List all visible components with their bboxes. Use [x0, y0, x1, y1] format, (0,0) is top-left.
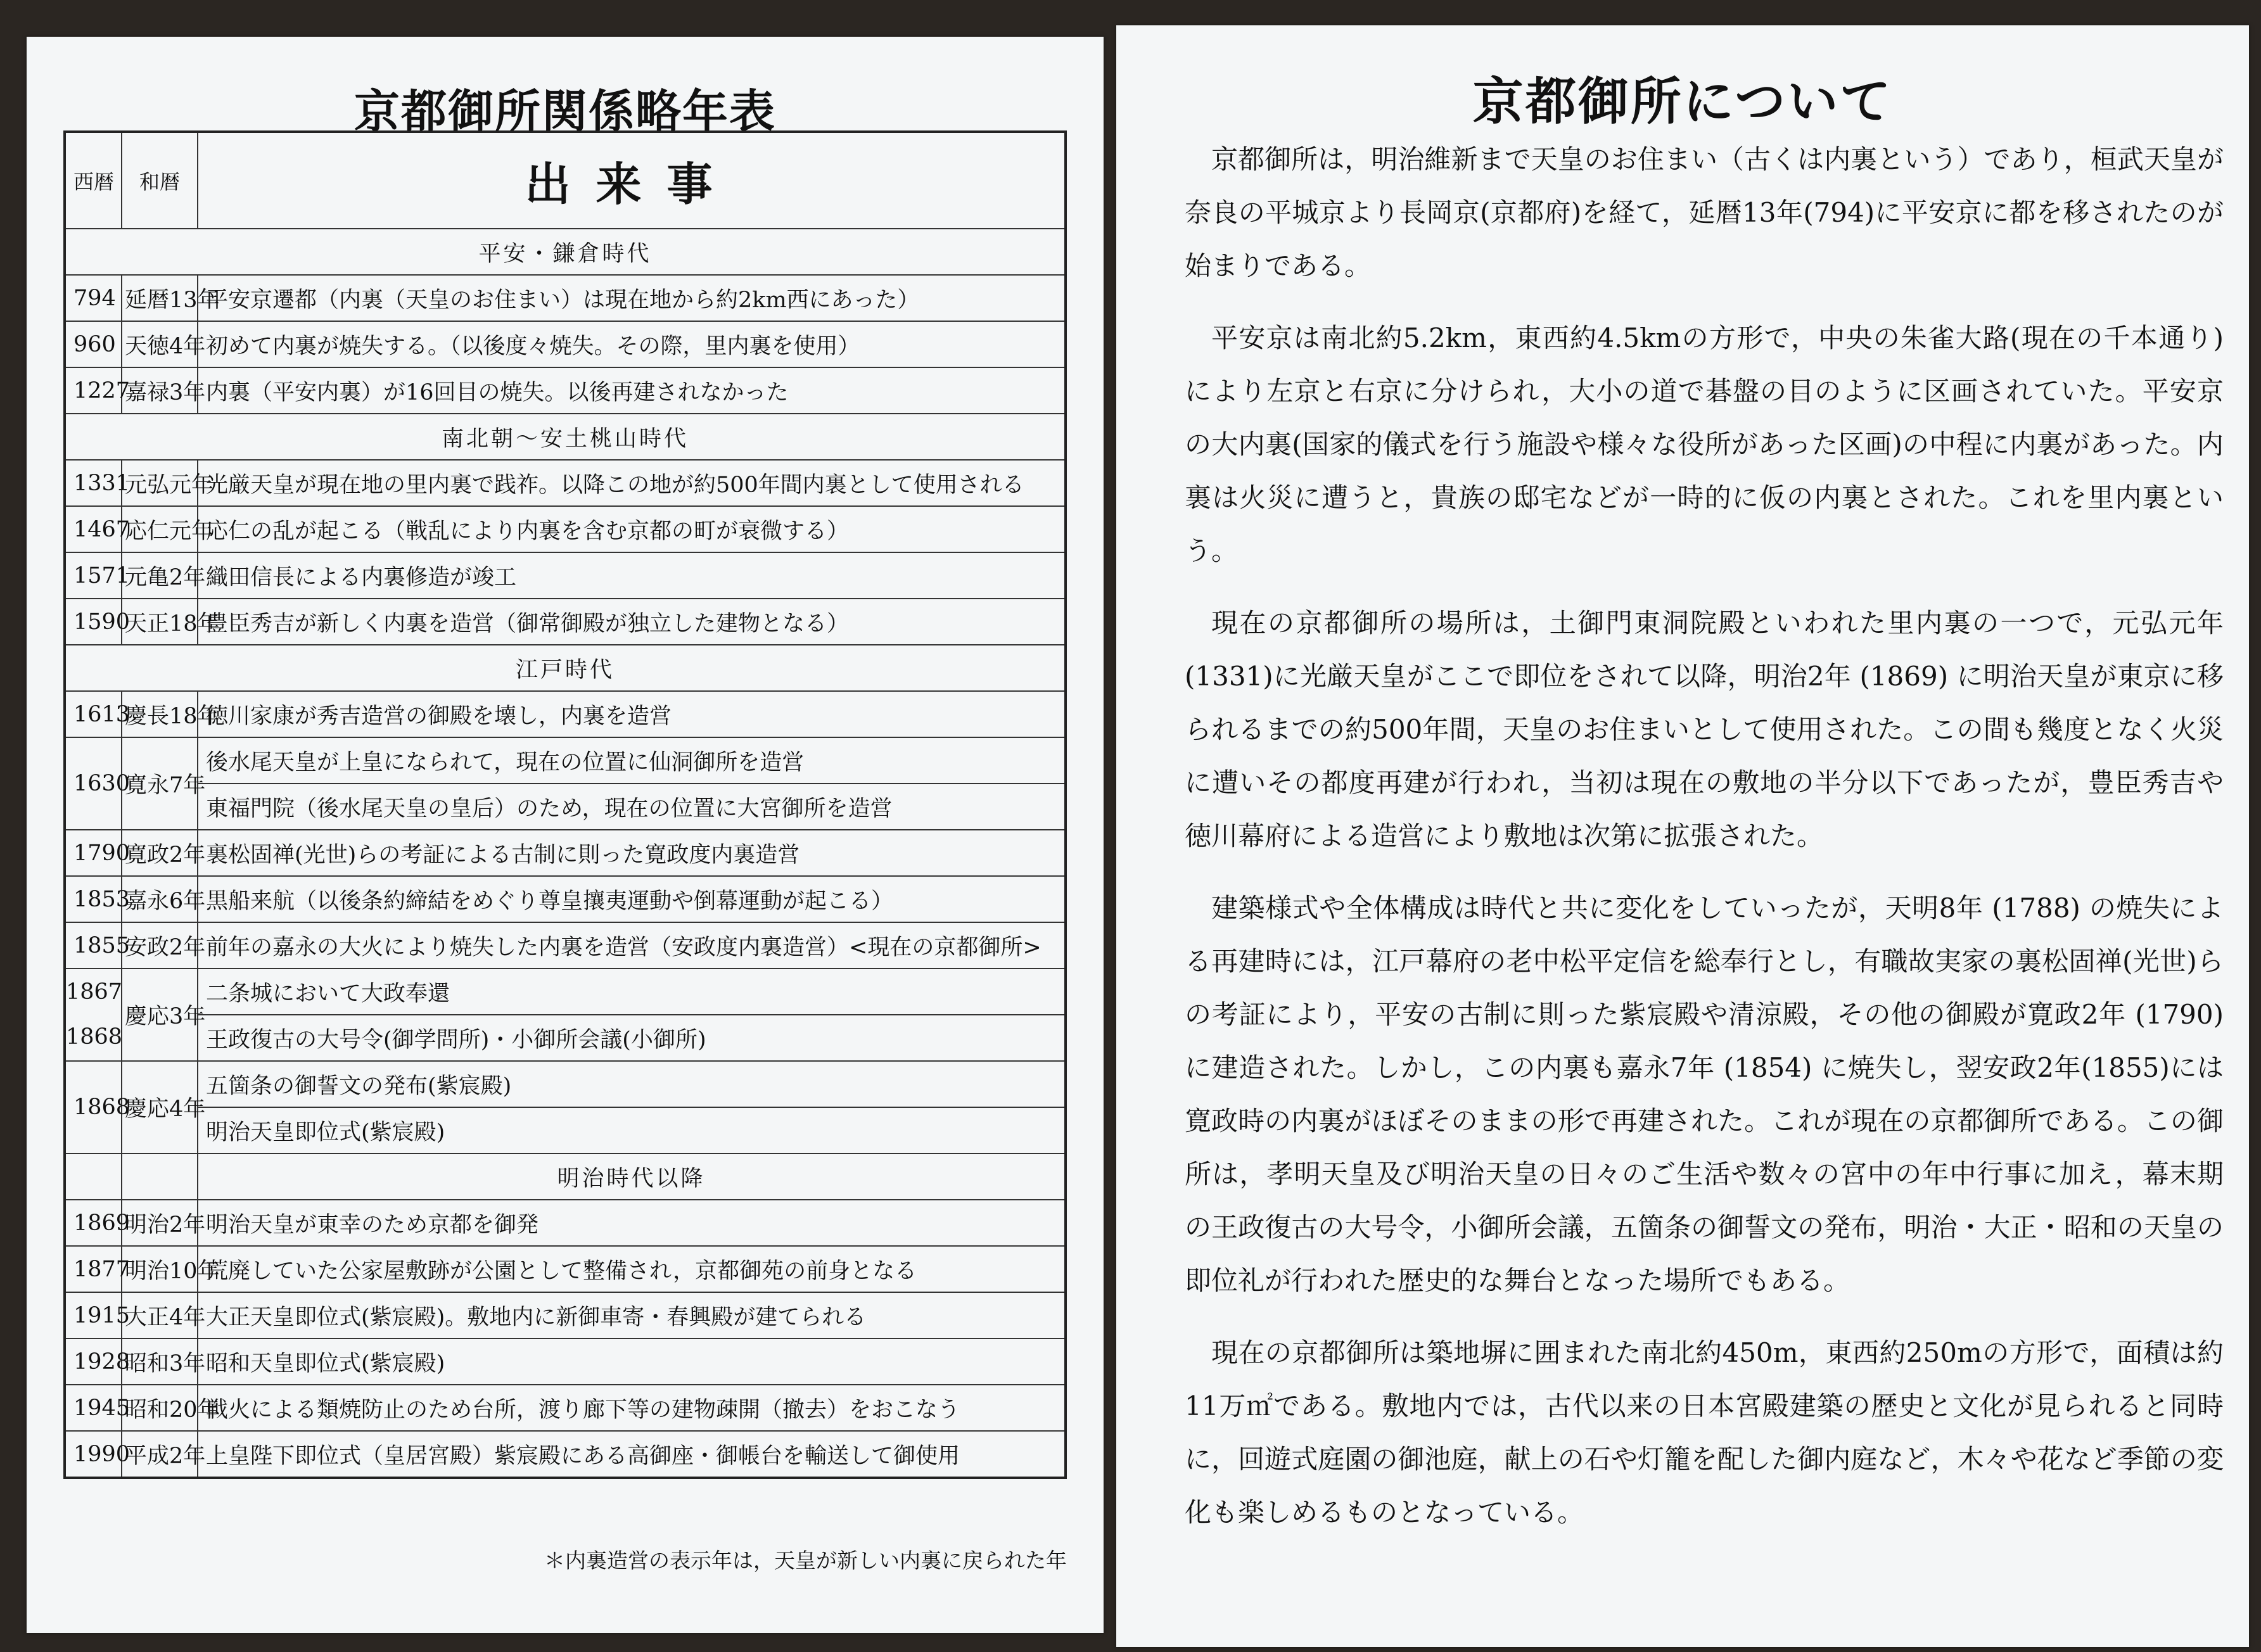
era-cell: 慶応4年: [122, 1061, 198, 1153]
period-heading: 明治時代以降: [198, 1153, 1066, 1200]
chronology-title: 京都御所関係略年表: [353, 84, 776, 138]
year-cell: 1855: [65, 922, 122, 969]
event-cell: 応仁の乱が起こる（戦乱により内裏を含む京都の町が衰微する）: [198, 506, 1066, 552]
year-cell: 1331: [65, 460, 122, 506]
table-row: [65, 922, 1066, 969]
event-cell: 東福門院（後水尾天皇の皇后）のため，現在の位置に大宮御所を造営: [198, 784, 1066, 830]
event-cell: 上皇陛下即位式（皇居宮殿）紫宸殿にある高御座・御帳台を輸送して御使用: [198, 1431, 1066, 1478]
header-event: 出来事: [198, 132, 1066, 229]
chronology-table: [63, 130, 1067, 1479]
paragraph: 京都御所は，明治維新まで天皇のお住まい（古くは内裏という）であり，桓武天皇が奈良の平城京より長岡京(京都府)を経て，延暦13年(794)に平安京に都を移されたのが始まりである。: [1185, 144, 2224, 281]
era-cell: 昭和3年: [122, 1338, 198, 1385]
table-row: [65, 367, 1066, 414]
event-cell: 織田信長による内裏修造が竣工: [198, 552, 1066, 599]
event-cell: 黒船来航（以後条約締結をめぐり尊皇攘夷運動や倒幕運動が起こる）: [198, 876, 1066, 922]
era-cell: 明治2年: [122, 1200, 198, 1246]
year-value: 1868: [66, 1024, 123, 1050]
table-row: [65, 552, 1066, 599]
era-cell: 元弘元年: [122, 460, 198, 506]
table-row: [65, 506, 1066, 552]
table-row: [65, 460, 1066, 506]
period-spacer: [65, 1153, 122, 1200]
year-cell: 960: [65, 321, 122, 367]
era-cell: 寛永7年: [122, 737, 198, 830]
event-cell: 前年の嘉永の大火により焼失した内裏を造営（安政度内裏造営）<現在の京都御所>: [198, 922, 1066, 969]
table-row: [65, 1061, 1066, 1107]
table-row: [65, 830, 1066, 876]
paragraph: 建築様式や全体構成は時代と共に変化をしていったが，天明8年 (1788) の焼失による再建時には，江戸幕府の老中松平定信を総奉行とし，有職故実家の裏松固禅(光世)らの考証により，平安の古制に則った紫宸殿や清涼殿，その他の御殿が寛政2年 (1790) に建造された。しかし，この内裏も嘉永7年 (1854) に焼失し，翌安政2年(1855)には寛政時の内裏がほぼそのままの形で再建された。これが現在の京都御所である。この御所は，孝明天皇及び明治天皇の日々のご生活や数々の宮中の年中行事に加え，幕末期の王政復古の大号令，小御所会議，五箇条の御誓文の発布，明治・大正・昭和の天皇の即位礼が行われた歴史的な舞台となった場所でもある。: [1185, 893, 2224, 1296]
description-board: [1116, 25, 2249, 1647]
header-year: 西暦: [65, 132, 122, 229]
event-cell: 後水尾天皇が上皇になられて，現在の位置に仙洞御所を造営: [198, 737, 1066, 784]
era-cell: 天徳4年: [122, 321, 198, 367]
paragraph: 平安京は南北約5.2km，東西約4.5kmの方形で，中央の朱雀大路(現在の千本通り)により左京と右京に分けられ，大小の道で碁盤の目のように区画されていた。平安京の大内裏(国家的儀式を行う施設や様々な役所があった区画)の中程に内裏があった。内裏は火災に遭うと，貴族の邸宅などが一時的に仮の内裏とされた。これを里内裏という。: [1185, 322, 2224, 566]
era-cell: 慶長18年: [122, 691, 198, 737]
table-row: [65, 1431, 1066, 1478]
event-cell: 昭和天皇即位式(紫宸殿): [198, 1338, 1066, 1385]
era-cell: 安政2年: [122, 922, 198, 969]
era-cell: 嘉永6年: [122, 876, 198, 922]
event-cell: 豊臣秀吉が新しく内裏を造営（御常御殿が独立した建物となる）: [198, 599, 1066, 645]
year-cell: [65, 969, 122, 1061]
table-row: [65, 275, 1066, 321]
event-cell: 五箇条の御誓文の発布(紫宸殿): [198, 1061, 1066, 1107]
era-cell: 延暦13年: [122, 275, 198, 321]
event-cell: 光厳天皇が現在地の里内裏で践祚。以降この地が約500年間内裏として使用される: [198, 460, 1066, 506]
table-row: [65, 1385, 1066, 1431]
year-cell: 1990: [65, 1431, 122, 1478]
table-row: [65, 876, 1066, 922]
table-row: [65, 1338, 1066, 1385]
period-row: [65, 229, 1066, 275]
table-row: [65, 1200, 1066, 1246]
table-row: [65, 1107, 1066, 1153]
era-cell: 慶応3年: [122, 969, 198, 1061]
year-cell: 1227: [65, 367, 122, 414]
era-cell: 大正4年: [122, 1292, 198, 1338]
event-cell: 王政復古の大号令(御学問所)・小御所会議(小御所): [198, 1015, 1066, 1061]
event-cell: 徳川家康が秀吉造営の御殿を壊し，内裏を造営: [198, 691, 1066, 737]
era-cell: 天正18年: [122, 599, 198, 645]
event-cell: 大正天皇即位式(紫宸殿)。敷地内に新御車寄・春興殿が建てられる: [198, 1292, 1066, 1338]
period-heading: 南北朝～安土桃山時代: [65, 414, 1066, 460]
table-header-row: [65, 132, 1066, 229]
period-spacer: [122, 1153, 198, 1200]
era-cell: 元亀2年: [122, 552, 198, 599]
era-cell: 寛政2年: [122, 830, 198, 876]
table-row: [65, 969, 1066, 1015]
event-cell: 明治天皇即位式(紫宸殿): [198, 1107, 1066, 1153]
year-cell: 1915: [65, 1292, 122, 1338]
era-cell: 応仁元年: [122, 506, 198, 552]
event-cell: 荒廃していた公家屋敷跡が公園として整備され，京都御苑の前身となる: [198, 1246, 1066, 1292]
table-row: [65, 737, 1066, 784]
year-cell: 1790: [65, 830, 122, 876]
event-cell: 二条城において大政奉還: [198, 969, 1066, 1015]
table-row: [65, 1292, 1066, 1338]
paragraph: 現在の京都御所の場所は，土御門東洞院殿といわれた里内裏の一つで，元弘元年 (1331)に光厳天皇がここで即位をされて以降，明治2年 (1869) に明治天皇が東京に移られるまでの約500年間，天皇のお住まいとして使用された。この間も幾度となく火災に遭いその都度再建が行われ，当初は現在の敷地の半分以下であったが，豊臣秀吉や徳川幕府による造営により敷地は次第に拡張された。: [1185, 607, 2224, 851]
table-row: [65, 691, 1066, 737]
event-cell: 平安京遷都（内裏（天皇のお住まい）は現在地から約2km西にあった）: [198, 275, 1066, 321]
period-heading: 江戸時代: [65, 645, 1066, 691]
era-cell: 嘉禄3年: [122, 367, 198, 414]
event-cell: 裏松固禅(光世)らの考証による古制に則った寛政度内裏造営: [198, 830, 1066, 876]
year-cell: 1868: [65, 1061, 122, 1153]
table-row: [65, 1246, 1066, 1292]
period-row: [65, 414, 1066, 460]
table-row: [65, 784, 1066, 830]
year-cell: 1928: [65, 1338, 122, 1385]
chronology-board: [27, 37, 1104, 1633]
era-cell: 明治10年: [122, 1246, 198, 1292]
table-row: [65, 599, 1066, 645]
footnote: ＊内裏造営の表示年は，天皇が新しい内裏に戻られた年: [544, 1548, 1067, 1573]
year-cell: 794: [65, 275, 122, 321]
chronology-body: [65, 229, 1066, 1478]
year-cell: 1467: [65, 506, 122, 552]
era-cell: 昭和20年: [122, 1385, 198, 1431]
year-value: 1867: [66, 979, 123, 1005]
year-cell: 1877: [65, 1246, 122, 1292]
header-era: 和暦: [122, 132, 198, 229]
period-heading: 平安・鎌倉時代: [65, 229, 1066, 275]
description-title: 京都御所について: [1472, 72, 1893, 131]
year-cell: 1945: [65, 1385, 122, 1431]
event-cell: 明治天皇が東幸のため京都を御発: [198, 1200, 1066, 1246]
paragraph: 現在の京都御所は築地塀に囲まれた南北約450m，東西約250mの方形で，面積は約11万㎡である。敷地内では，古代以来の日本宮殿建築の歴史と文化が見られると同時に，回遊式庭園の御池庭，献上の石や灯籠を配した御内庭など，木々や花など季節の変化も楽しめるものとなっている。: [1185, 1337, 2224, 1528]
year-cell: 1590: [65, 599, 122, 645]
event-cell: 戦火による類焼防止のため台所，渡り廊下等の建物疎開（撤去）をおこなう: [198, 1385, 1066, 1431]
year-cell: 1869: [65, 1200, 122, 1246]
description-body: [1185, 133, 2224, 1558]
year-cell: 1630: [65, 737, 122, 830]
event-cell: 内裏（平安内裏）が16回目の焼失。以後再建されなかった: [198, 367, 1066, 414]
year-cell: 1853: [65, 876, 122, 922]
event-cell: 初めて内裏が焼失する。（以後度々焼失。その際，里内裏を使用）: [198, 321, 1066, 367]
period-row: [65, 1153, 1066, 1200]
year-cell: 1571: [65, 552, 122, 599]
table-row: [65, 321, 1066, 367]
period-row: [65, 645, 1066, 691]
year-cell: 1613: [65, 691, 122, 737]
era-cell: 平成2年: [122, 1431, 198, 1478]
table-row: [65, 1015, 1066, 1061]
